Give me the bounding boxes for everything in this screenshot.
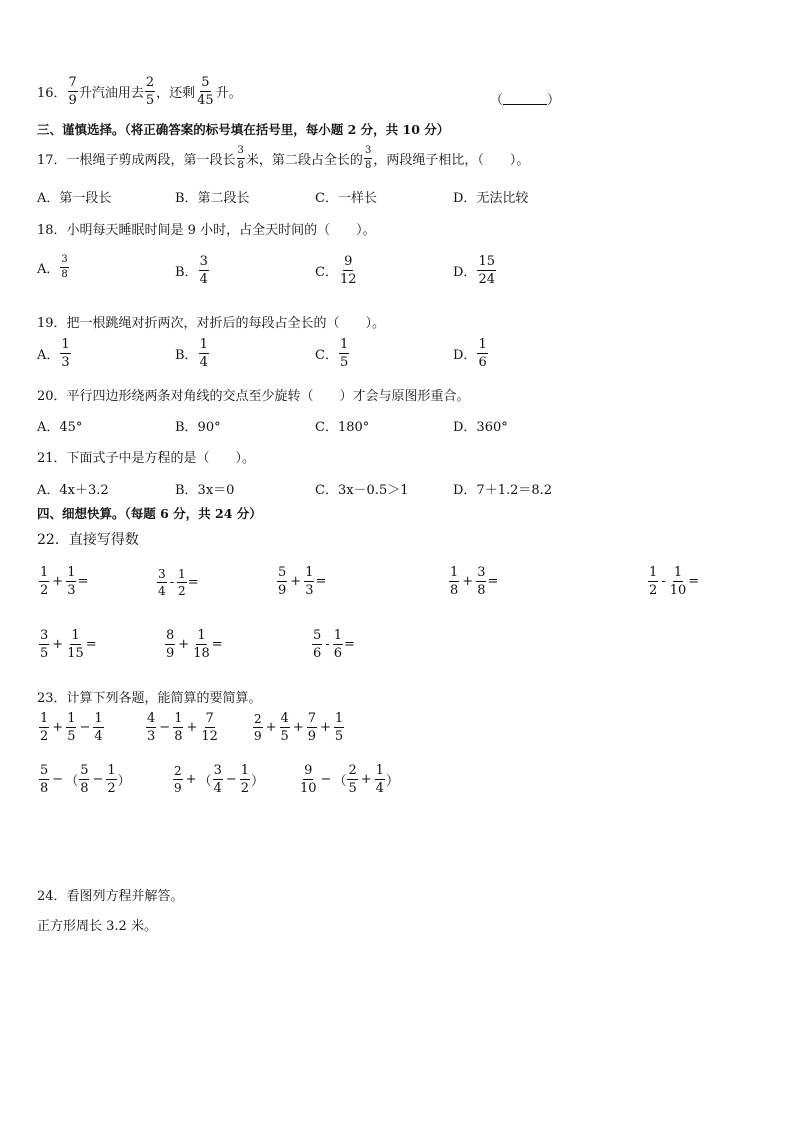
expression: $\frac{1}{2}$ - $\frac{1}{10}$ = [649, 565, 700, 598]
fraction: $\frac{1}{5}$ [339, 337, 349, 370]
option-c[interactable]: C．180° [315, 420, 370, 435]
question-text: 升。 [215, 86, 242, 101]
option-a[interactable]: A．4x＋3.2 [37, 483, 109, 498]
option-a[interactable]: A．45° [37, 420, 83, 435]
expression: $\frac{5}{8}$ − （ $\frac{5}{8}$ − $\frac{1}{2}$ ） [40, 763, 131, 796]
question-19: 19．把一根跳绳对折两次，对折后的每段占全长的（ ）。 [37, 316, 386, 331]
expression: $\frac{9}{10}$ − （ $\frac{2}{5}$ + $\frac{1}{4}$ ） [300, 763, 399, 796]
option-b[interactable]: B．90° [175, 420, 221, 435]
expression: $\frac{8}{9}$ + $\frac{1}{18}$ = [166, 628, 223, 661]
fraction: $\frac{15}{24}$ [478, 254, 495, 287]
expression: $\frac{5}{6}$ - $\frac{1}{6}$ = [313, 628, 355, 661]
question-16 [37, 76, 242, 107]
expression: $\frac{2}{9}$ + （ $\frac{3}{4}$ − $\frac{1}{2}$ ） [174, 763, 265, 796]
question-23: 23．计算下列各题，能简算的要简算。 [37, 691, 262, 706]
fraction: $\frac{3}{4}$ [199, 254, 208, 287]
fraction: $\frac{9}{12}$ [339, 254, 357, 287]
option-d[interactable]: D．无法比较 [453, 191, 529, 206]
option-b[interactable]: B． $\frac{3}{4}$ [175, 254, 208, 287]
expression: $\frac{3}{5}$ + $\frac{1}{15}$ = [40, 628, 97, 661]
question-number: 16． [37, 86, 67, 101]
option-c[interactable]: C．一样长 [315, 191, 377, 206]
question-20: 20．平行四边形绕两条对角线的交点至少旋转（ ）才会与原图形重合。 [37, 389, 470, 404]
option-a[interactable]: A． $\frac{3}{8}$ [37, 254, 68, 280]
fraction: $\frac{3}{8}$ [364, 145, 372, 171]
expression: $\frac{1}{2}$ + $\frac{1}{3}$ = [40, 565, 89, 598]
expression: $\frac{2}{9}$ + $\frac{4}{5}$ + $\frac{7}{9}$ + $\frac{1}{5}$ [254, 711, 344, 744]
option-a[interactable]: A．第一段长 [37, 191, 112, 206]
expression: $\frac{3}{4}$ - $\frac{1}{2}$ = [158, 567, 199, 598]
question-24: 24．看图列方程并解答。 [37, 889, 184, 904]
option-b[interactable]: B．3x＝0 [175, 483, 235, 498]
section-title: 四、细想快算。（每题 6 分，共 24 分） [37, 506, 262, 521]
option-d[interactable]: D． $\frac{15}{24}$ [453, 254, 495, 287]
answer-blank[interactable]: （ ） [490, 93, 561, 108]
fraction: $\frac{2}{5}$ [145, 75, 155, 108]
fraction: $\frac{1}{4}$ [199, 337, 208, 370]
fraction: $\frac{3}{8}$ [237, 145, 244, 171]
option-c[interactable]: C．3x－0.5＞1 [315, 483, 409, 498]
option-a[interactable]: A． $\frac{1}{3}$ [37, 337, 70, 370]
question-24-note: 正方形周长 3.2 米。 [37, 919, 157, 934]
question-text: ，还剩 [156, 86, 196, 101]
question-21: 21．下面式子中是方程的是（ ）。 [37, 451, 256, 466]
option-c[interactable]: C． $\frac{1}{5}$ [315, 337, 349, 370]
option-b[interactable]: B．第二段长 [175, 191, 250, 206]
question-17: 17．一根绳子剪成两段，第一段长 $\frac{3}{8}$ 米，第二段占全长的 $\frac{3}{8}$ ，两段绳子相比，（ ）。 [37, 145, 530, 171]
fraction: $\frac{1}{3}$ [61, 337, 70, 370]
question-text: 升汽油用去 [78, 86, 144, 101]
expression: $\frac{5}{9}$ + $\frac{1}{3}$ = [278, 565, 327, 598]
option-c[interactable]: C． $\frac{9}{12}$ [315, 254, 357, 287]
question-22: 22．直接写得数 [37, 532, 139, 548]
expression: $\frac{1}{2}$ + $\frac{1}{5}$ − $\frac{1}{4}$ [40, 711, 103, 744]
option-b[interactable]: B． $\frac{1}{4}$ [175, 337, 208, 370]
option-d[interactable]: D．7＋1.2＝8.2 [453, 483, 553, 498]
expression: $\frac{1}{8}$ + $\frac{3}{8}$ = [450, 565, 499, 598]
question-18: 18．小明每天睡眠时间是 9 小时，占全天时间的（ ）。 [37, 223, 376, 238]
fraction: $\frac{3}{8}$ [61, 254, 68, 280]
option-d[interactable]: D． $\frac{1}{6}$ [453, 337, 487, 370]
fraction: $\frac{7}{9}$ [68, 75, 77, 108]
section-title: 三、谨慎选择。（将正确答案的标号填在括号里，每小题 2 分，共 10 分） [37, 122, 450, 137]
option-d[interactable]: D．360° [453, 420, 508, 435]
fraction: $\frac{1}{6}$ [478, 337, 487, 370]
fraction: $\frac{5}{45}$ [197, 75, 214, 108]
expression: $\frac{4}{3}$ − $\frac{1}{8}$ + $\frac{7}{12}$ [147, 711, 218, 744]
